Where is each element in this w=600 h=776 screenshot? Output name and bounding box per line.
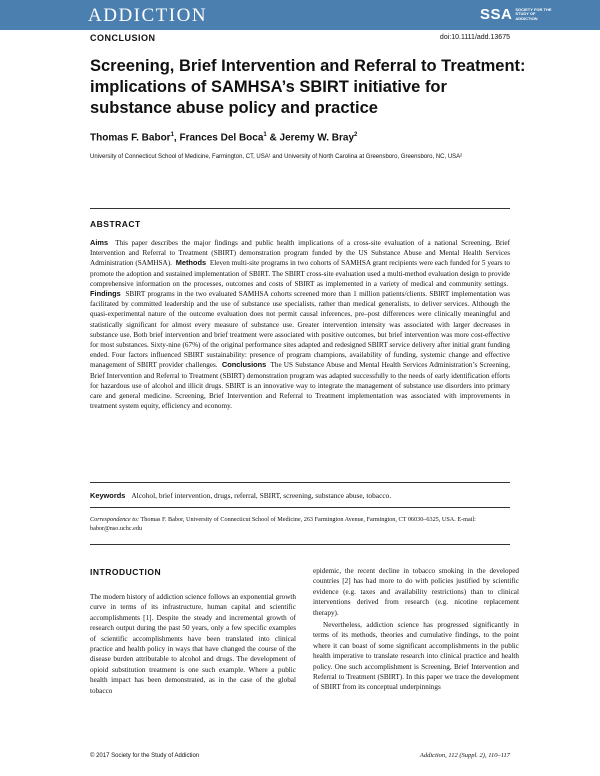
findings-label: Findings [90, 289, 121, 299]
correspondence-label: Correspondence to: [90, 516, 140, 523]
ssa-logo [480, 6, 555, 23]
author-name: Jeremy W. Bray [279, 132, 355, 144]
divider [90, 482, 510, 483]
ssa-logo-text: SOCIETY FOR THE STUDY OF ADDICTION [515, 6, 552, 21]
author-list [90, 132, 357, 143]
keywords [90, 491, 510, 500]
paragraph: Nevertheless, addiction science has progressed significantly in terms of its methods, theories and cumulative findings, to the point where it can boast of some significant accomplishments in the public health imperative to translate research into clinical practice and health policy. One such accomplishment is Screening, Brief Intervention and Referral to Treatment (SBIRT). In this paper we trace the development of SBIRT from its conceptual underpinnings [313, 621, 519, 692]
aims-text: This paper describes the major findings and public health implications of a cross-site evaluation of a national Screening, Brief Intervention and Referral to Treatment (SBIRT) demonstration program funded by the US Substance Abuse and Mental Health Services Administration (SAMHSA). [90, 239, 511, 268]
findings-text: SBIRT programs in the two evaluated SAMHSA cohorts screened more than 1 million patients/clients. SBIRT implementation was facilitated by committed leadership and the use of substance use specialists, rather than medical generalists, to deliver services. Although the quasi-experimental nature of the outcome evaluation does not permit causal inferences, pre–post differences were clinically meaningful and statistically significant for almost every measure of substance use. Greater intervention intensity was associated with larger decreases in substance use. Both brief intervention and brief treatment were associated with positive outcomes, but brief intervention was more cost-effective for most substances. Sixty-nine (67%) of the original performance sites adapted and redesigned SBIRT service delivery after initial grant funding ended. Four factors influenced SBIRT sustainability: presence of program champions, availability of funding, systemic change and effective management of SBIRT provider challenges. [90, 290, 510, 370]
author-separator: & [266, 132, 280, 144]
divider [90, 208, 510, 209]
author-affil-mark: 2 [354, 132, 358, 138]
correspondence-text: Thomas F. Babor, University of Connecticut School of Medicine, 263 Farmington Avenue, Farmington, CT 06030–6325, USA. E-mail: babor@nso.uchc.edu [90, 516, 476, 532]
conclusions-text: The US Substance Abuse and Mental Health Services Administration’s Screening, Brief Intervention and Referral to Treatment (SBIRT) demonstration program was adapted successfully to the needs of early identification efforts for hazardous use of alcohol and illicit drugs. SBIRT is an innovative way to integrate the management of substance use disorders into primary care and general medicine. Screening, Brief Intervention and Referral to Treatment implementation was associated with improvements in treatment system equity, efficiency and economy. [90, 361, 511, 411]
affiliations: University of Connecticut School of Medicine, Farmington, CT, USA¹ and University of North Carolina at Greensboro, Greensboro, NC, USA² [90, 154, 463, 160]
divider [90, 507, 510, 508]
body-column-right [313, 566, 519, 695]
keywords-label: Keywords [90, 491, 126, 500]
author-separator: , [173, 132, 180, 144]
doi[interactable]: doi:10.1111/add.13675 [439, 34, 510, 41]
author-affil-mark: 1 [170, 132, 174, 138]
body-column-left [90, 592, 296, 698]
paper-title: Screening, Brief Intervention and Referral to Treatment: implications of SAMHSA’s SBIRT initiative for substance abuse policy and practice [90, 57, 526, 117]
section-label: CONCLUSION [90, 33, 156, 43]
methods-label: Methods [175, 258, 207, 268]
conclusions-label: Conclusions [221, 360, 267, 370]
paragraph: The modern history of addiction science follows an exponential growth curve in terms of its infrastructure, human capital and scientific accomplishments [1]. Despite the steady and incremental growth of research output during the past 50 years, only a few specific examples of scientific accomplishments have been translated into clinical practice and health policy in ways that have changed the course of the disease burden attributable to alcohol and drugs. The development of opioid substitution treatment is one such example. Where a public health impact has been demonstrated, as in the case of the global tobacco [90, 593, 296, 695]
author-name: Thomas F. Babor [90, 132, 171, 144]
abstract-body [90, 238, 510, 411]
paragraph: epidemic, the recent decline in tobacco smoking in the developed countries [2] has had more to do with policies justified by scientific evidence (e.g. taxes and availability restrictions) than to clinical interventions derived from research (e.g. nicotine replacement therapy). [313, 567, 519, 617]
introduction-heading: INTRODUCTION [90, 567, 162, 577]
author-name: Frances Del Boca [179, 132, 264, 144]
aims-label: Aims [90, 238, 109, 247]
methods-text: Eleven multi-site programs in two cohorts of SAMHSA grant recipients were each funded for 5 years to promote the adoption and sustained implementation of SBIRT. The SBIRT cross-site evaluation used a multi-method evaluation design to provide comprehensive information on the processes, outcomes and costs of SBIRT as implemented in a variety of medical and community settings. [90, 259, 510, 288]
footer-copyright: © 2017 Society for the Study of Addiction [90, 753, 200, 759]
correspondence [90, 516, 510, 534]
divider [90, 544, 510, 545]
journal-name: ADDICTION [88, 5, 208, 26]
author-affil-mark: 1 [263, 132, 267, 138]
ssa-logo-letters: SSA [480, 6, 513, 23]
footer-citation: Addiction, 112 (Suppl. 2), 110–117 [419, 752, 510, 759]
abstract-heading: ABSTRACT [90, 219, 141, 229]
keywords-text: Alcohol, brief intervention, drugs, referral, SBIRT, screening, substance abuse, tobacco. [131, 491, 392, 500]
